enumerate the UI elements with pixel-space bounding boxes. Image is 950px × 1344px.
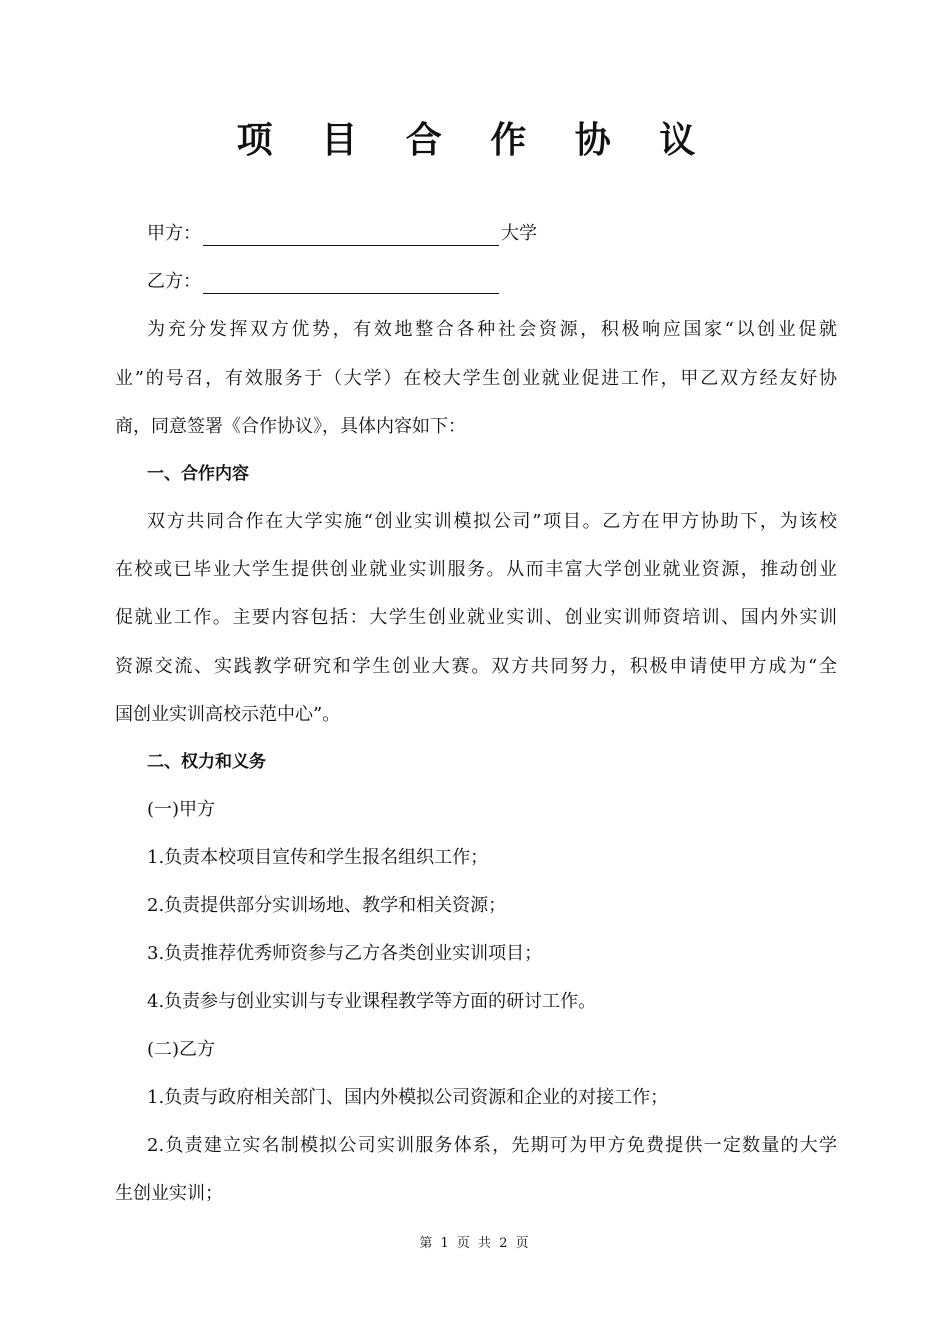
section1-line-1: 双方共同合作在大学实施“创业实训模拟公司”项目。乙方在甲方协助下，为该校 — [147, 511, 837, 532]
party-b-blank[interactable] — [203, 273, 499, 294]
section1-line-2: 在校或已毕业大学生提供创业就业实训服务。从而丰富大学创业就业资源，推动创业 — [115, 559, 837, 580]
section1-heading: 一、合作内容 — [147, 464, 249, 484]
document-title: 项 目 合 作 协 议 — [236, 120, 714, 161]
party-b-item-2-cont: 生创业实训； — [115, 1183, 223, 1204]
party-a-item-2: 2.负责提供部分实训场地、教学和相关资源； — [147, 895, 507, 916]
party-a-line — [147, 222, 837, 246]
party-a-blank[interactable] — [203, 225, 499, 246]
party-a-item-1: 1.负责本校项目宣传和学生报名组织工作； — [147, 847, 489, 868]
section1-line-3: 促就业工作。主要内容包括：大学生创业就业实训、创业实训师资培训、国内外实训 — [115, 607, 837, 628]
party-a-subheading: (一)甲方 — [147, 799, 216, 820]
party-a-label: 甲方： — [147, 223, 201, 244]
section2-heading: 二、权力和义务 — [147, 752, 266, 772]
party-b-item-1: 1.负责与政府相关部门、国内外模拟公司资源和企业的对接工作； — [147, 1087, 669, 1108]
intro-line-1: 为充分发挥双方优势，有效地整合各种社会资源，积极响应国家“以创业促就 — [147, 319, 837, 340]
party-b-item-2: 2.负责建立实名制模拟公司实训服务体系，先期可为甲方免费提供一定数量的大学 — [147, 1135, 837, 1156]
party-a-item-4: 4.负责参与创业实训与专业课程教学等方面的研讨工作。 — [147, 991, 597, 1012]
section1-line-4: 资源交流、实践教学研究和学生创业大赛。双方共同努力，积极申请使甲方成为“全 — [115, 656, 837, 677]
party-b-subheading: (二)乙方 — [147, 1039, 216, 1060]
page-number-footer: 第 1 页 共 2 页 — [419, 1236, 531, 1251]
intro-line-2: 业”的号召，有效服务于（大学）在校大学生创业就业促进工作，甲乙双方经友好协 — [115, 368, 837, 389]
section1-line-5: 国创业实训高校示范中心”。 — [115, 704, 341, 725]
party-b-label: 乙方： — [147, 271, 201, 292]
party-a-item-3: 3.负责推荐优秀师资参与乙方各类创业实训项目； — [147, 943, 543, 964]
party-b-line — [147, 270, 837, 294]
intro-line-3: 商，同意签署《合作协议》，具体内容如下： — [115, 416, 466, 437]
party-a-suffix: 大学 — [501, 223, 537, 244]
